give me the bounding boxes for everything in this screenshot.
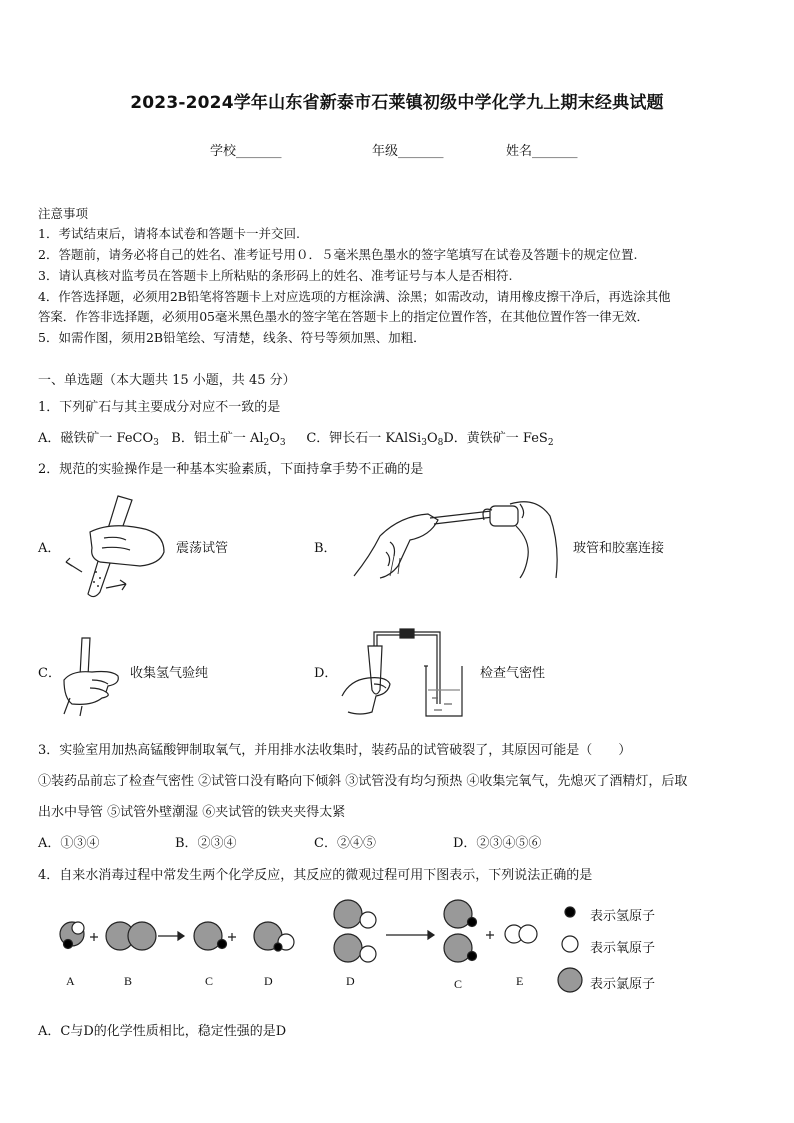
page-title: 2023-2024学年山东省新泰市石莱镇初级中学化学九上期末经典试题	[130, 93, 664, 113]
q2-option-b-caption: 玻管和胶塞连接	[573, 541, 665, 556]
q2-option-d-letter: D．	[314, 666, 338, 681]
note-item: 4．作答选择题，必须用2B铅笔将答题卡上对应选项的方框涂满、涂黑；如需改动，请用橡皮擦干净后，再选涂其他	[38, 289, 671, 304]
diagram-label: C	[454, 977, 463, 991]
q3-option-c: C．②④⑤	[314, 836, 376, 851]
question-3-item-line: ①装药品前忘了检查气密性 ②试管口没有略向下倾斜 ③试管没有均匀预热 ④收集完氧气，先熄灭了酒精灯，后取	[38, 774, 688, 789]
q1-option-a: A．磁铁矿一 FeCO$_3$ B．铝土矿一 $Al_2O_3$ C．钾长石一 $KAlSi_3O_8D$．黄铁矿一 FeS$_2$	[38, 431, 554, 448]
note-item: 3．请认真核对监考员在答题卡上所粘贴的条形码上的姓名、准考证号与本人是否相符.	[38, 268, 513, 283]
section-heading: 一、单选题（本大题共 15 小题，共 45 分）	[38, 373, 296, 388]
q3-option-d: D．②③④⑤⑥	[453, 836, 542, 851]
q3-option-a: A．①③④	[38, 836, 100, 851]
question-2-stem: 2．规范的实验操作是一种基本实验素质，下面持拿手势不正确的是	[38, 462, 424, 477]
name-field: 姓名_______	[506, 144, 578, 159]
diagram-label: B	[124, 974, 133, 988]
diagram-label: C	[205, 974, 214, 988]
note-item: 5．如需作图，须用2B铅笔绘、写清楚，线条、符号等须加黑、加粗．	[38, 330, 426, 345]
diagram-label: E	[516, 974, 524, 988]
question-3-stem: 3．实验室用加热高锰酸钾制取氧气，并用排水法收集时，装药品的试管破裂了，其原因可能是（ ）	[38, 743, 632, 758]
airtightness-check-figure	[340, 624, 470, 720]
hydrogen-test-figure	[62, 636, 132, 716]
shake-test-tube-figure	[60, 492, 170, 602]
q2-option-a-caption: 震荡试管	[176, 541, 229, 556]
legend-chlorine: 表示氯原子	[590, 977, 656, 992]
diagram-label: D	[346, 974, 355, 988]
tube-stopper-figure	[350, 496, 560, 581]
question-3-item-line: 出水中导管 ⑤试管外壁潮湿 ⑥夹试管的铁夹夹得太紧	[38, 805, 346, 820]
q4-option-a: A．C与D的化学性质相比，稳定性强的是D	[38, 1024, 287, 1039]
q2-option-d-caption: 检查气密性	[480, 666, 546, 681]
question-1-stem: 1．下列矿石与其主要成分对应不一致的是	[38, 400, 281, 415]
notes-heading: 注意事项	[38, 206, 89, 221]
note-item: 答案．作答非选择题，必须用05毫米黑色墨水的签字笔在答题卡上的指定位置作答，在其他位置作答一律无效．	[38, 309, 649, 324]
q2-option-b-letter: B．	[314, 541, 337, 556]
q3-option-b: B．②③④	[175, 836, 237, 851]
legend-hydrogen: 表示氢原子	[590, 909, 656, 924]
grade-field: 年级_______	[372, 144, 444, 159]
reaction-diagram	[50, 890, 610, 1000]
q2-option-a-letter: A．	[38, 541, 61, 556]
q2-option-c-letter: C．	[38, 666, 61, 681]
note-item: 2．答题前，请务必将自己的姓名、准考证号用０．５毫米黑色墨水的签字笔填写在试卷及答题卡的规定位置.	[38, 247, 638, 262]
q2-option-c-caption: 收集氢气验纯	[130, 666, 209, 681]
diagram-label: A	[66, 974, 75, 988]
question-4-stem: 4．自来水消毒过程中常发生两个化学反应，其反应的微观过程可用下图表示，下列说法正确的是	[38, 868, 593, 883]
note-item: 1．考试结束后，请将本试卷和答题卡一并交回.	[38, 226, 300, 241]
school-field: 学校_______	[210, 144, 282, 159]
diagram-label: D	[264, 974, 273, 988]
legend-oxygen: 表示氧原子	[590, 941, 656, 956]
